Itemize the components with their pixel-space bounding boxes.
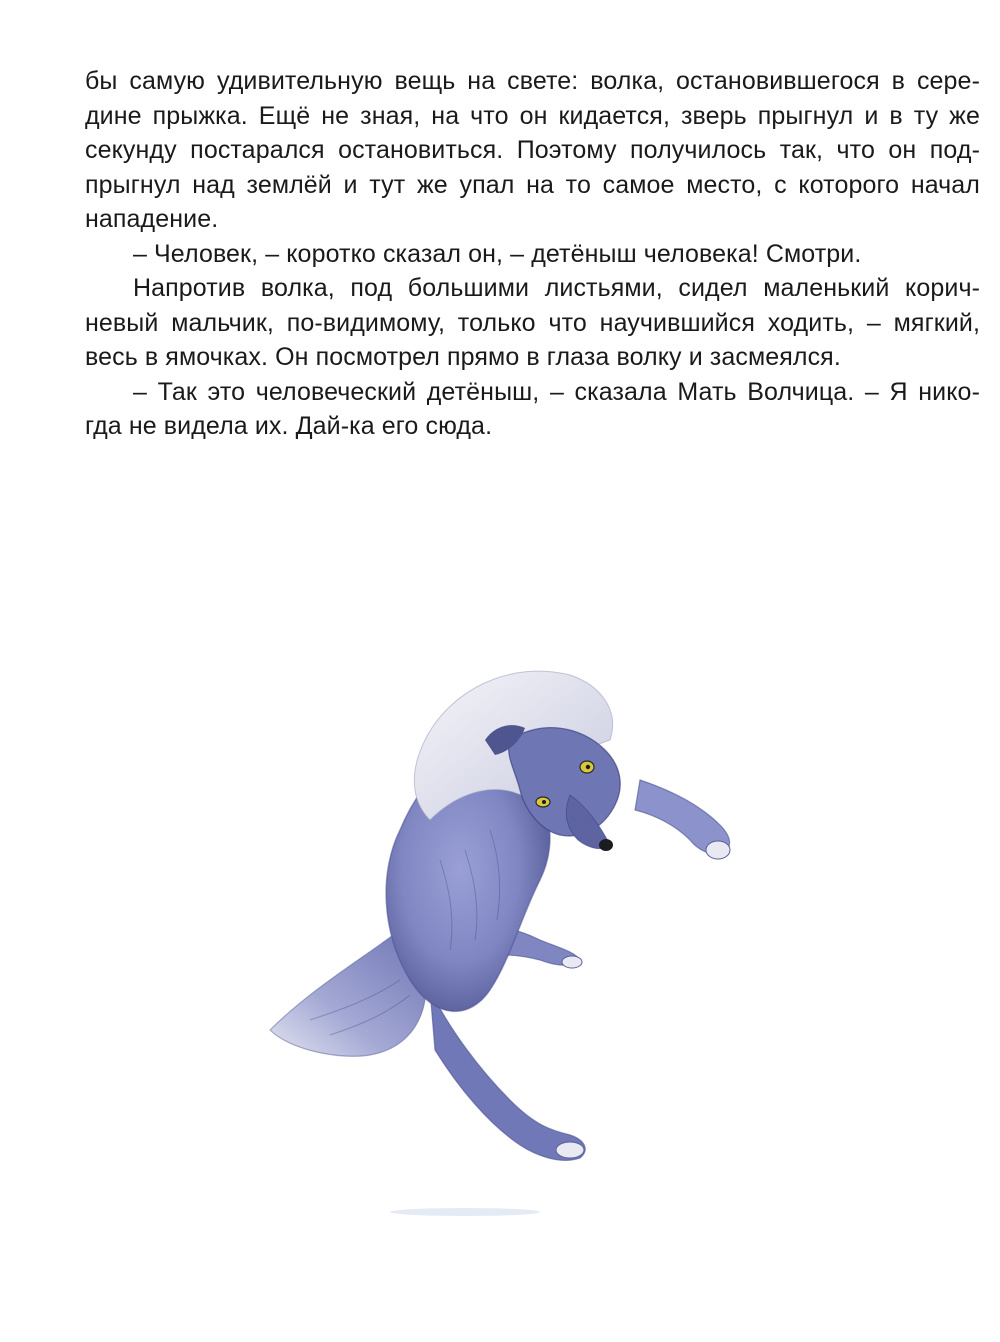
text-line: прыгнул над землёй и тут же упал на то самое место, с которого начал bbox=[85, 170, 980, 199]
text-line: – Человек, – коротко сказал он, – детёныш человека! Смотри. bbox=[133, 239, 862, 268]
wolf-pupil-right bbox=[586, 765, 590, 769]
text-line: бы самую удивительную вещь на свете: волка, остановившегося в сере- bbox=[85, 67, 980, 95]
text-line: весь в ямочках. Он посмотрел прямо в глаза волку и засмеялся. bbox=[85, 343, 841, 371]
wolf-paw bbox=[556, 1142, 584, 1158]
text-line: секунду постарался остановиться. Поэтому получилось так, что он под- bbox=[85, 136, 980, 164]
ground-shadow bbox=[390, 1208, 540, 1216]
text-line: невый мальчик, по-видимому, только что научившийся ходить, – мягкий, bbox=[85, 308, 980, 337]
wolf-back-leg bbox=[430, 990, 585, 1160]
wolf-paw bbox=[706, 841, 730, 859]
text-line: Напротив волка, под большими листьями, сидел маленький корич- bbox=[133, 274, 980, 302]
story-text bbox=[85, 64, 980, 444]
paragraph-4 bbox=[85, 375, 980, 444]
paragraph-3 bbox=[85, 271, 980, 375]
paragraph-1 bbox=[85, 64, 980, 237]
text-line: нападение. bbox=[85, 205, 219, 233]
text-line: гда не видела их. Дай-ка его сюда. bbox=[85, 412, 493, 440]
wolf-pupil-left bbox=[542, 800, 546, 804]
text-line: дине прыжка. Ещё не зная, на что он кидается, зверь прыгнул и в ту же bbox=[85, 101, 980, 130]
text-line: – Так это человеческий детёныш, – сказала Мать Волчица. – Я нико- bbox=[133, 377, 980, 406]
paragraph-2 bbox=[85, 237, 980, 272]
wolf-illustration bbox=[250, 630, 770, 1250]
wolf-paw bbox=[562, 956, 582, 968]
wolf-nose bbox=[599, 839, 613, 851]
